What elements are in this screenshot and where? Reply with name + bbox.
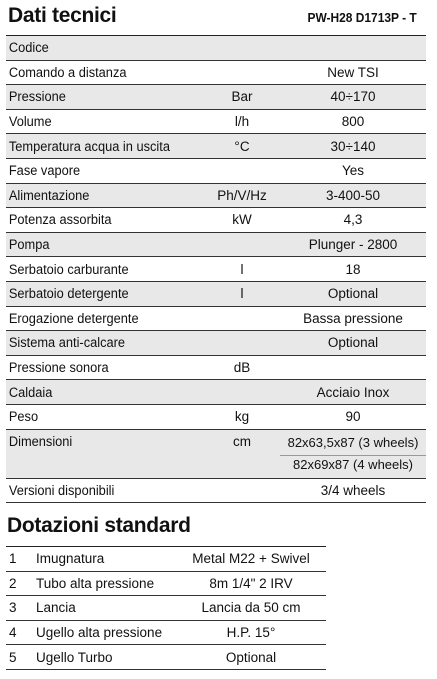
spec-name: Codice	[8, 40, 49, 56]
item-number: 2	[9, 575, 17, 591]
spec-row	[6, 356, 426, 381]
spec-row	[6, 331, 426, 356]
standard-row	[6, 596, 326, 621]
standard-row	[6, 572, 326, 597]
item-name: Ugello alta pressione	[36, 625, 163, 641]
item-number: 1	[9, 551, 17, 567]
spec-value	[280, 430, 426, 478]
spec-row	[6, 110, 426, 135]
item-name: Ugello Turbo	[36, 649, 113, 665]
item-number: 4	[9, 625, 17, 641]
spec-name: Pompa	[8, 237, 50, 253]
spec-name: Pressione	[8, 89, 66, 105]
item-number: 3	[9, 600, 17, 616]
item-value: Lancia da 50 cm	[201, 600, 301, 616]
spec-unit: cm	[233, 433, 251, 449]
spec-value: 30÷140	[330, 138, 376, 154]
spec-row	[6, 380, 426, 405]
spec-row	[6, 61, 426, 86]
spec-name: Volume	[8, 114, 52, 130]
spec-name: Potenza assorbita	[8, 212, 112, 228]
spec-name: Peso	[8, 409, 39, 425]
spec-unit: dB	[233, 360, 251, 376]
spec-value-line: 82x69x87 (4 wheels)	[293, 456, 413, 472]
spec-name: Comando a distanza	[8, 64, 127, 80]
spec-name: Versioni disponibili	[8, 482, 115, 498]
standard-row	[6, 547, 326, 572]
spec-unit: l	[240, 261, 244, 277]
item-name: Lancia	[36, 600, 76, 616]
spec-value: 90	[345, 409, 361, 425]
spec-name: Serbatoio carburante	[8, 261, 129, 277]
spec-name: Dimensioni	[8, 433, 73, 449]
spec-name: Pressione sonora	[8, 360, 109, 376]
spec-row	[6, 134, 426, 159]
spec-row	[6, 208, 426, 233]
spec-row	[6, 257, 426, 282]
spec-row	[6, 282, 426, 307]
spec-name: Temperatura acqua in uscita	[8, 138, 170, 154]
item-value: H.P. 15°	[226, 625, 276, 641]
spec-unit: l	[240, 286, 244, 302]
spec-value: 4,3	[343, 212, 363, 228]
spec-unit: l/h	[234, 114, 250, 130]
standard-row	[6, 621, 326, 646]
item-name: Imugnatura	[36, 551, 105, 567]
spec-row	[6, 159, 426, 184]
header	[0, 0, 437, 36]
spec-value: Bassa pressione	[303, 310, 403, 326]
spec-unit: °C	[234, 138, 250, 154]
item-value: Optional	[225, 649, 277, 665]
spec-value: 40÷170	[330, 89, 376, 105]
spec-value: Optional	[327, 286, 379, 302]
spec-name: Erogazione detergente	[8, 310, 139, 326]
spec-row	[6, 479, 426, 504]
spec-unit: kg	[234, 409, 250, 425]
spec-name: Caldaia	[8, 384, 53, 400]
spec-value: Plunger - 2800	[308, 237, 398, 253]
item-value: Metal M22 + Swivel	[192, 551, 310, 567]
spec-value: Yes	[341, 163, 365, 179]
spec-row	[6, 85, 426, 110]
spec-row	[6, 36, 426, 61]
spec-name: Sistema anti-calcare	[8, 335, 126, 351]
spec-value: 800	[341, 114, 365, 130]
item-number: 5	[9, 649, 17, 665]
spec-row	[6, 405, 426, 430]
model-code: PW-H28 D1713P - T	[307, 10, 417, 25]
spec-value: 3-400-50	[325, 187, 381, 203]
standard-table	[6, 547, 326, 670]
spec-row	[6, 430, 426, 479]
spec-unit: Ph/V/Hz	[217, 187, 267, 203]
item-value: 8m 1/4" 2 IRV	[209, 575, 293, 591]
spec-value-line: 82x63,5x87 (3 wheels)	[280, 434, 426, 456]
spec-unit: kW	[232, 212, 252, 228]
spec-row	[6, 307, 426, 332]
item-name: Tubo alta pressione	[36, 575, 155, 591]
spec-value: Optional	[327, 335, 379, 351]
spec-table	[6, 36, 426, 503]
spec-name: Fase vapore	[8, 163, 81, 179]
standard-row	[6, 645, 326, 670]
spec-row	[6, 184, 426, 209]
spec-row	[6, 233, 426, 258]
spec-value: 18	[345, 261, 361, 277]
spec-value: Acciaio Inox	[316, 384, 390, 400]
section-title-standard: Dotazioni standard	[7, 514, 191, 537]
page-title: Dati tecnici	[8, 4, 117, 27]
spec-name: Serbatoio detergente	[8, 286, 129, 302]
spec-value: 3/4 wheels	[320, 482, 386, 498]
spec-name: Alimentazione	[8, 187, 90, 203]
spec-value: New TSI	[327, 64, 379, 80]
spec-unit: Bar	[231, 89, 253, 105]
